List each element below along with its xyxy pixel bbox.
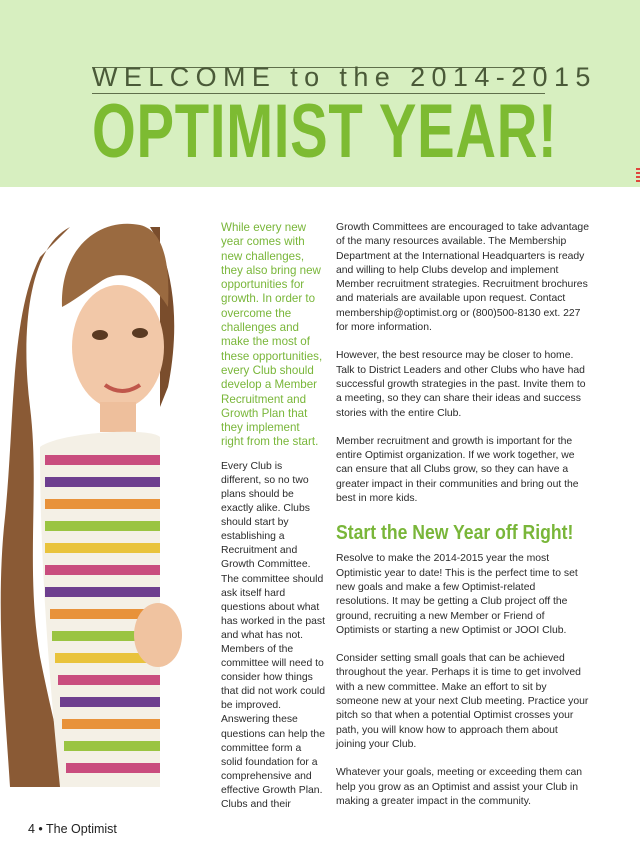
body-paragraph: Whatever your goals, meeting or exceeding them can help you grow as an Optimist and assist your Club in making a greater impact in the community.	[336, 767, 583, 807]
right-column	[336, 221, 590, 823]
section-heading: Start the New Year off Right!	[336, 522, 574, 545]
page-footer: 4 • The Optimist	[28, 822, 117, 836]
girl-photo	[0, 187, 212, 787]
body-paragraph: Growth Committees are encouraged to take advantage of the many resources available. The Membership Department at the International Headquarters is ready and willing to help Clubs develop and implement Member recruitment strategies. Recruitment brochures and materials are available upon request. Contact membership@optimist.org or (800)500-8130 ext. 227 for more information.	[336, 222, 589, 334]
edge-tab-marker	[636, 168, 640, 182]
left-column	[221, 221, 325, 812]
page-title: OPTIMIST YEAR!	[92, 89, 558, 174]
body-paragraph: Consider setting small goals that can be achieved throughout the year. Perhaps it is time to get involved with a new committee. Make an effort to sit by someone new at your next Club meeting. Practice your pitch so that when a potential Optimist crosses your path, you will know how to approach them about joining your Club.	[336, 653, 589, 750]
body-paragraph: However, the best resource may be closer to home. Talk to District Leaders and other Clubs who have had successful growth strategies in the past. Invite them to a meeting, so they can share their ideas and success stories with the entire Club.	[336, 350, 586, 419]
body-paragraph: Member recruitment and growth is important for the entire Optimist organization. If we work together, we can ensure that all Clubs grow, so they can have a greater impact in their communities and bring out the best in more kids.	[336, 435, 579, 505]
welcome-kicker: WELCOME to the 2014-2015	[92, 62, 597, 92]
body-text: Every Club is different, so no two plans should be exactly alike. Clubs should start by establishing a Recruitment and Growth Committee. The committee should ask itself hard questions about what has worked in the past and what has not. Members of the committee will need to consider how things that did not work could be improved. Answering these questions can help the committee form a solid foundation for a comprehensive and effective Growth Plan. Clubs and their	[221, 460, 325, 810]
intro-lead-text: While every new year comes with new challenges, they also bring new opportunities for growth. In order to overcome the challenges and make the most of these opportunities, every Club should develop a Member Recruitment and Growth Plan that they implement right from the start.	[221, 221, 323, 449]
girl-photo-illustration	[0, 187, 212, 787]
body-paragraph: Resolve to make the 2014-2015 year the most Optimistic year to date! This is the perfect time to set new goals and make a few Optimist-related resolutions. It may be getting a Club project off the ground, recruiting a new Member or Friend of Optimists or starting a new Optimist or JOOI Club.	[336, 553, 578, 636]
